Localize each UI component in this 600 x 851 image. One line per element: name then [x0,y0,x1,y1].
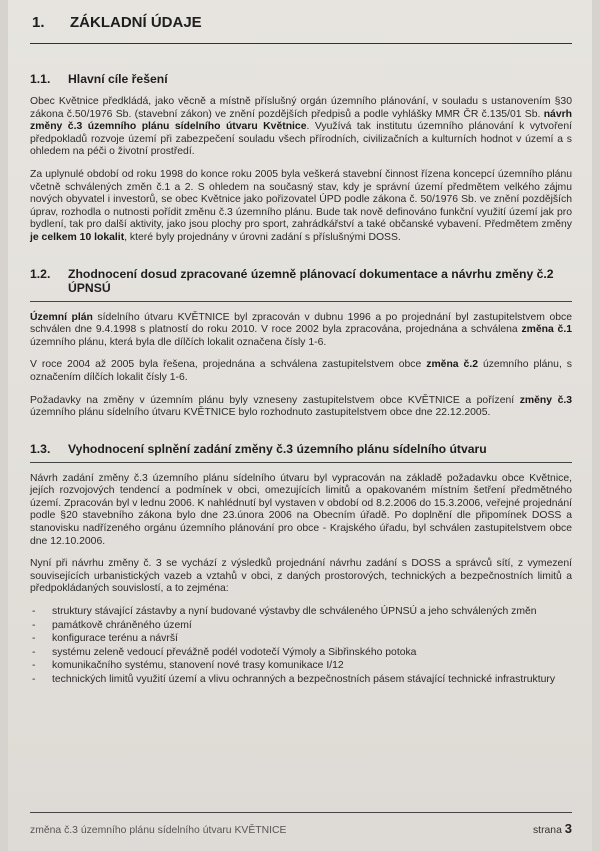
list-item: - systému zeleně vedoucí převážně podél vodotečí Výmoly a Sibřinského potoka [30,647,572,660]
document-page [8,0,592,851]
page-number-label: strana 3 [532,821,572,836]
page-footer [30,812,572,836]
section-number: 1.1. [30,72,51,86]
section-title: Vyhodnocení splnění zadání změny č.3 územního plánu sídelního útvaru [68,441,487,456]
chapter-number: 1. [32,14,45,31]
paragraph: Obec Květnice předkládá, jako věcně a místně příslušný orgán územního plánování, v souladu s ustanovením §30 zákona č.50/1976 Sb. (stavební zákon) ve znění pozdějších předpisů a podle vyhlášky MMR ČR č.135/01 Sb. návrh změny č.3 územního plánu sídelního útvaru Květnice. Využívá tak institutu územního plánování k vytvoření předpokladů rozvoje území při zabezpečení souladu všech přírodních, civilizačních a kulturních hodnot v území a s ohledem na péči o životní prostředí. [30,96,572,158]
list-item: - památkově chráněného území [30,620,572,633]
paragraph: V roce 2004 až 2005 byla řešena, projednána a schválena zastupitelstvem obce změna č.2 územního plánu, s označením dílčích lokalit čísly 1-6. [30,359,573,383]
chapter-divider [30,43,572,44]
section-heading-1-2 [30,267,572,302]
requirements-list [30,606,572,687]
section-number: 1.2. [30,266,51,281]
section-heading-1-3 [30,442,572,463]
chapter-title: ZÁKLADNÍ ÚDAJE [70,14,202,31]
list-item: - komunikačního systému, stanovení nové trasy komunikace I/12 [30,660,572,673]
section-title: Hlavní cíle řešení [68,72,168,86]
list-item: - struktury stávající zástavby a nyní budované výstavby dle schváleného ÚPNSÚ a jeho schválených změn [30,606,572,619]
paragraph: Nyní při návrhu změny č. 3 se vychází z výsledků projednání návrhu zadání s DOSS a správců sítí, z vymezení souvisejících urbanistických vazeb a vztahů v obci, z daných prostorových, technických a bezpečnostních limitů a předpokládaných souvislostí, a to zejména: [30,558,572,595]
section-heading-1-1 [30,72,572,86]
page-number: 3 [564,821,572,836]
paragraph: Požadavky na změny v územním plánu byly vzneseny zastupitelstvem obce KVĚTNICE a pořízení změny č.3 územního plánu sídelního útvaru KVĚTNICE bylo rozhodnuto zastupitelstvem obce dne 22.12.2005. [30,394,573,419]
section-number: 1.3. [30,441,51,456]
chapter-heading [32,14,572,31]
footer-title: změna č.3 územního plánu sídelního útvaru KVĚTNICE [30,825,287,836]
paragraph: Návrh zadání změny č.3 územního plánu sídelního útvaru byl vypracován na základě požadavku obce Květnice, jejích rozvojových tendencí a podmínek v obci, omezujících limitů a opakovaném místním šetření předmětného území. Zpracován byl v lednu 2006. K nahlédnutí byl vystaven v období od 8.2.2006 do 15.3.2006, veřejné projednání podle §20 stavebního zákona bylo dne 23.února 2006 na Obecním úřadě. Po doplnění dle připomínek DOSS a stanovisku nadřízeného orgánu územního plánování pro obce - Krajského úřadu, byl schválen zastupitelstvem obce dne 12.10.2006. [30,472,572,547]
list-item: - technických limitů využití území a vlivu ochranných a bezpečnostních pásem stávající technické infrastruktury [30,674,572,687]
section-title: Zhodnocení dosud zpracované územně plánovací dokumentace a návrhu změny č.2 ÚPNSÚ [68,266,554,295]
paragraph: Územní plán sídelního útvaru KVĚTNICE byl zpracován v dubnu 1996 a po projednání byl zastupitelstvem obce schválen dne 9.4.1998 s platností do roku 2010. V roce 2002 byla zpracována, projednána a schválena změna č.1 územního plánu, která byla dle dílčích lokalit označena čísly 1-6. [30,311,572,348]
list-item: - konfigurace terénu a návrší [30,633,572,646]
paragraph: Za uplynulé období od roku 1998 do konce roku 2005 byla veškerá stavební činnost řízena koncepcí územního plánu včetně schválených změn č.1 a 2. S ohledem na současný stav, kdy je správní území předmětem velkého zájmu nových obyvatel i investorů, se obec Květnice jako pořizovatel ÚPD podle zákona č. 50/1976 Sb. ve znění pozdějších úprav, rozhodla o nutnosti pořídit změnu č.3 územního plánu. Bude tak nově definováno funkční využití území jak pro bydlení, tak pro další aktivity, jako jsou plochy pro sport, zahrádkářství a také občanské vybavení. Předmětem změny je celkem 10 lokalit, které byly projednány v úrovni zadání s příslušnými DOSS. [30,168,572,243]
